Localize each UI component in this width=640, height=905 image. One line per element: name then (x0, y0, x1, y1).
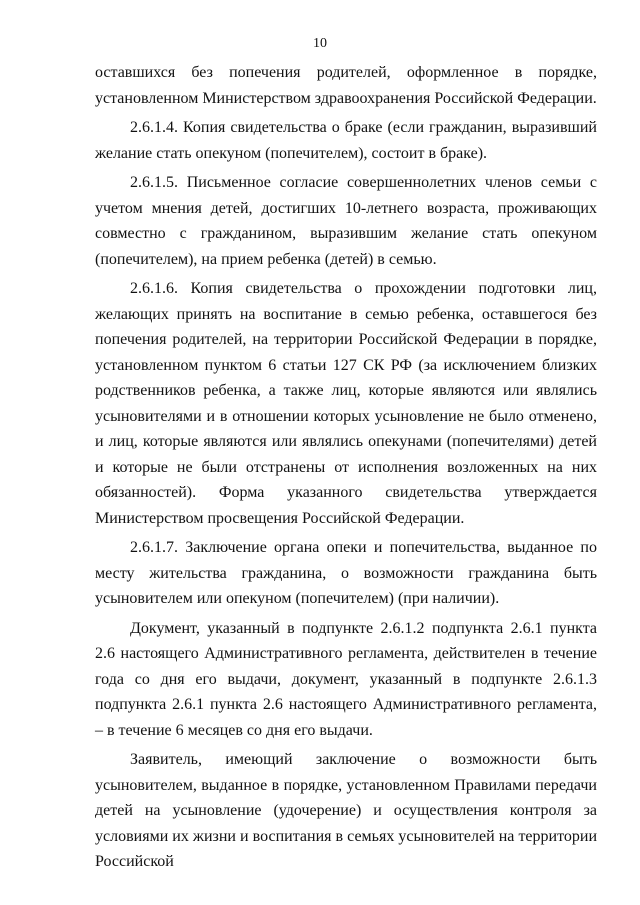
page-number: 10 (313, 36, 327, 51)
paragraph-continuation: оставшихся без попечения родителей, оформленное в порядке, установленном Министерством здравоохранения Российской Федерации. (95, 64, 597, 107)
paragraph-applicant: Заявитель, имеющий заключение о возможности быть усыновителем, выданное в порядке, установленном Правилами передачи детей на усыновление (удочерение) и осуществления контроля за условиями их жизни и воспитания в семьях усыновителей на территории Российской (95, 751, 597, 870)
paragraph-2-6-1-5: 2.6.1.5. Письменное согласие совершеннолетних членов семьи с учетом мнения детей, достигших 10-летнего возраста, проживающих совместно с гражданином, выразившим желание стать опекуном (попечителем), на прием ребенка (детей) в семью. (95, 174, 597, 268)
paragraph-2-6-1-6: 2.6.1.6. Копия свидетельства о прохождении подготовки лиц, желающих принять на воспитание в семью ребенка, оставшегося без попечения родителей, на территории Российской Федерации в порядке, установленном пунктом 6 статьи 127 СК РФ (за исключением близких родственников ребенка, а также лиц, которые являются или являлись усыновителями и в отношении которых усыновление не было отменено, и лиц, которые являются или являлись опекунами (попечителями) детей и которые не были отстранены от исполнения возложенных на них обязанностей). Форма указанного свидетельства утверждается Министерством просвещения Российской Федерации. (95, 280, 597, 527)
paragraph-document-validity: Документ, указанный в подпункте 2.6.1.2 подпункта 2.6.1 пункта 2.6 настоящего Административного регламента, действителен в течение года со дня его выдачи, документ, указанный в подпункте 2.6.1.3 подпункта 2.6.1 пункта 2.6 настоящего Административного регламента, – в течение 6 месяцев со дня его выдачи. (95, 619, 597, 739)
paragraph-2-6-1-4: 2.6.1.4. Копия свидетельства о браке (если гражданин, выразивший желание стать опекуном (попечителем), состоит в браке). (95, 119, 597, 162)
paragraph-2-6-1-7: 2.6.1.7. Заключение органа опеки и попечительства, выданное по месту жительства гражданина, о возможности гражданина быть усыновителем или опекуном (попечителем) (при наличии). (95, 539, 597, 607)
document-body (95, 60, 597, 879)
